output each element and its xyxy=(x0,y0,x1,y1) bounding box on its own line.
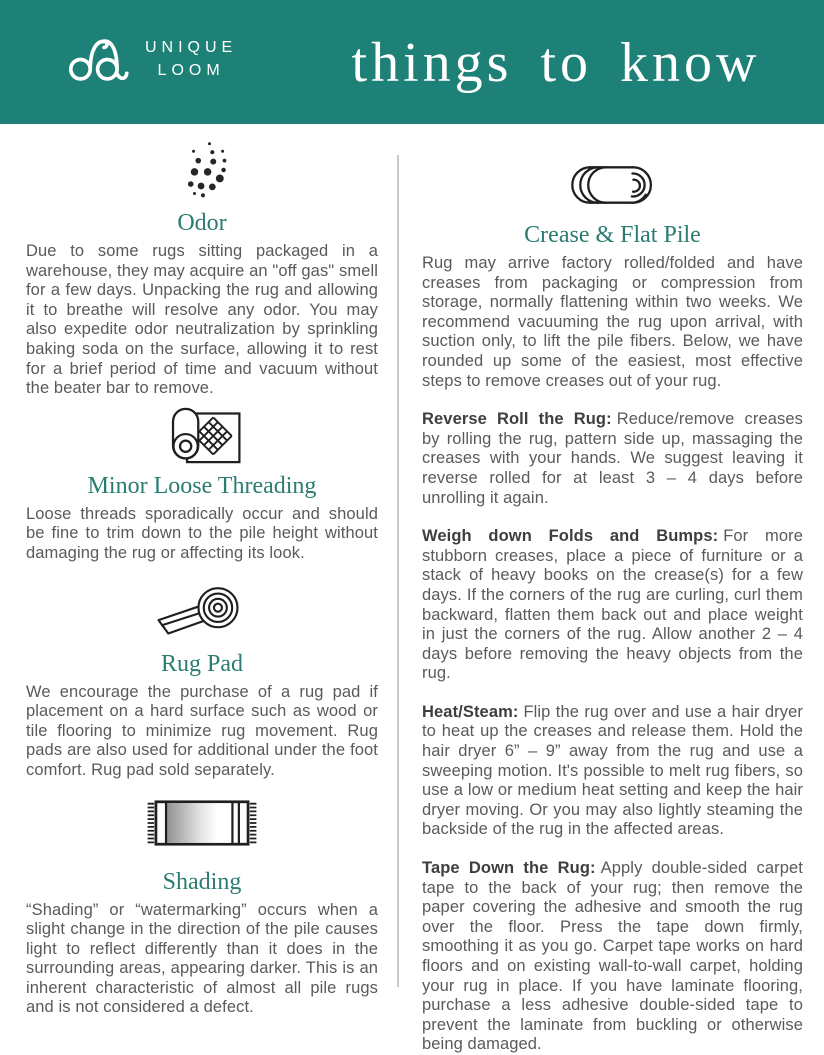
column-divider xyxy=(397,155,399,987)
odor-dots-icon xyxy=(172,138,232,202)
page-header xyxy=(0,0,824,124)
rug-pad-roll-icon xyxy=(152,582,252,637)
tip-reverse-roll xyxy=(422,410,803,508)
tip-tape-down xyxy=(422,859,803,1055)
section-odor xyxy=(26,138,378,399)
rolled-rug-end-icon xyxy=(563,162,663,208)
tip-label: Tape Down the Rug: xyxy=(422,859,596,878)
section-body: “Shading” or “watermarking” occurs when a slight change in the direction of the pile causes light to reflect differently than it does in the surrounding areas, appearing darker. This is an inherent characteristic of almost all pile rugs and is not considered a defect. xyxy=(26,900,378,1017)
section-heading: Rug Pad xyxy=(160,650,243,677)
section-heading: Odor xyxy=(177,210,227,236)
brand-line-2: LOOM xyxy=(157,62,225,79)
left-column xyxy=(26,124,378,1018)
tip-text: For more stubborn creases, place a piece of furniture or a stack of heavy books on the crease(s) for a few days. If the corners of the rug are curling, curl them backward, flatten them back out and place weight in just the corners of the rug. Allow another 2 – 4 days before removing the heavy objects from the rug. xyxy=(422,527,803,683)
section-body: We encourage the purchase of a rug pad if placement on a hard surface such as wood or tile flooring to minimize rug movement. Rug pads are also used for additional under the foot comfort. Rug pad sold separately. xyxy=(26,682,378,779)
tip-label: Weigh down Folds and Bumps: xyxy=(422,527,719,546)
page-title: things to know xyxy=(351,32,761,94)
brand-logo xyxy=(68,34,237,84)
section-shading xyxy=(26,797,378,1019)
tip-text: Apply double-sided carpet tape to the back of your rug; then remove the paper covering the adhesive and smooth the rug over the floor. Press the tape down firmly, smoothing it as you go. Carpet tape works on hard floors and on existing wall-to-wall carpet, holding your rug in place. If you have laminate flooring, purchase a less adhesive double-sided tape to prevent the laminate from buckling or otherwise being damaged. xyxy=(422,859,803,1054)
tip-text: Reduce/remove creases by rolling the rug, pattern side up, massaging the creases with your hands. We suggest leaving it reverse rolled for at least 3 – 4 days before unrolling it again. xyxy=(422,410,803,507)
section-body: Loose threads sporadically occur and should be fine to trim down to the pile height without damaging the rug or affecting its look. xyxy=(26,504,378,562)
section-heading: Crease & Flat Pile xyxy=(524,222,701,248)
tip-text: Flip the rug over and use a hair dryer to heat up the creases and release them. Hold the hair dryer 6” – 9” away from the rug and use a sweeping motion. It's possible to melt rug fibers, so use a low or medium heat setting and keep the hair dryer moving. Or you may also lightly steaming the backside of the rug in the affected areas. xyxy=(422,702,803,839)
section-crease-flat-pile xyxy=(422,162,803,391)
section-rug-pad xyxy=(26,582,378,781)
section-body: Rug may arrive factory rolled/folded and have creases from packaging or compression from storage, normally flattening within two weeks. We recommend vacuuming the rug upon arrival, with suction only, to lift the pile fibers. Below, we have rounded up some of the easiest, most effective steps to remove creases out of your rug. xyxy=(422,254,803,390)
tip-label: Reverse Roll the Rug: xyxy=(422,410,612,429)
brand-line-1: UNIQUE xyxy=(145,39,238,56)
brand-name xyxy=(145,36,237,82)
section-heading: Minor Loose Threading xyxy=(87,472,317,499)
section-heading: Shading xyxy=(162,868,242,895)
tip-label: Heat/Steam: xyxy=(422,702,519,721)
shaded-rug-fringe-icon xyxy=(143,797,261,849)
right-column xyxy=(422,124,803,1055)
rolled-rug-weave-icon xyxy=(159,405,245,465)
section-minor-loose-threading xyxy=(26,405,378,564)
tip-heat-steam xyxy=(422,703,803,840)
section-body: Due to some rugs sitting packaged in a warehouse, they may acquire an "off gas" smell for a few days. Unpacking the rug and allowing it to breathe will resolve any odor. You may also expedite odor neutralization by sprinkling baking soda on the surface, allowing it to rest for a brief period of time and vacuum without the beater bar to remove. xyxy=(26,242,378,398)
tip-weigh-down xyxy=(422,527,803,684)
unique-loom-glasses-icon xyxy=(68,34,130,84)
